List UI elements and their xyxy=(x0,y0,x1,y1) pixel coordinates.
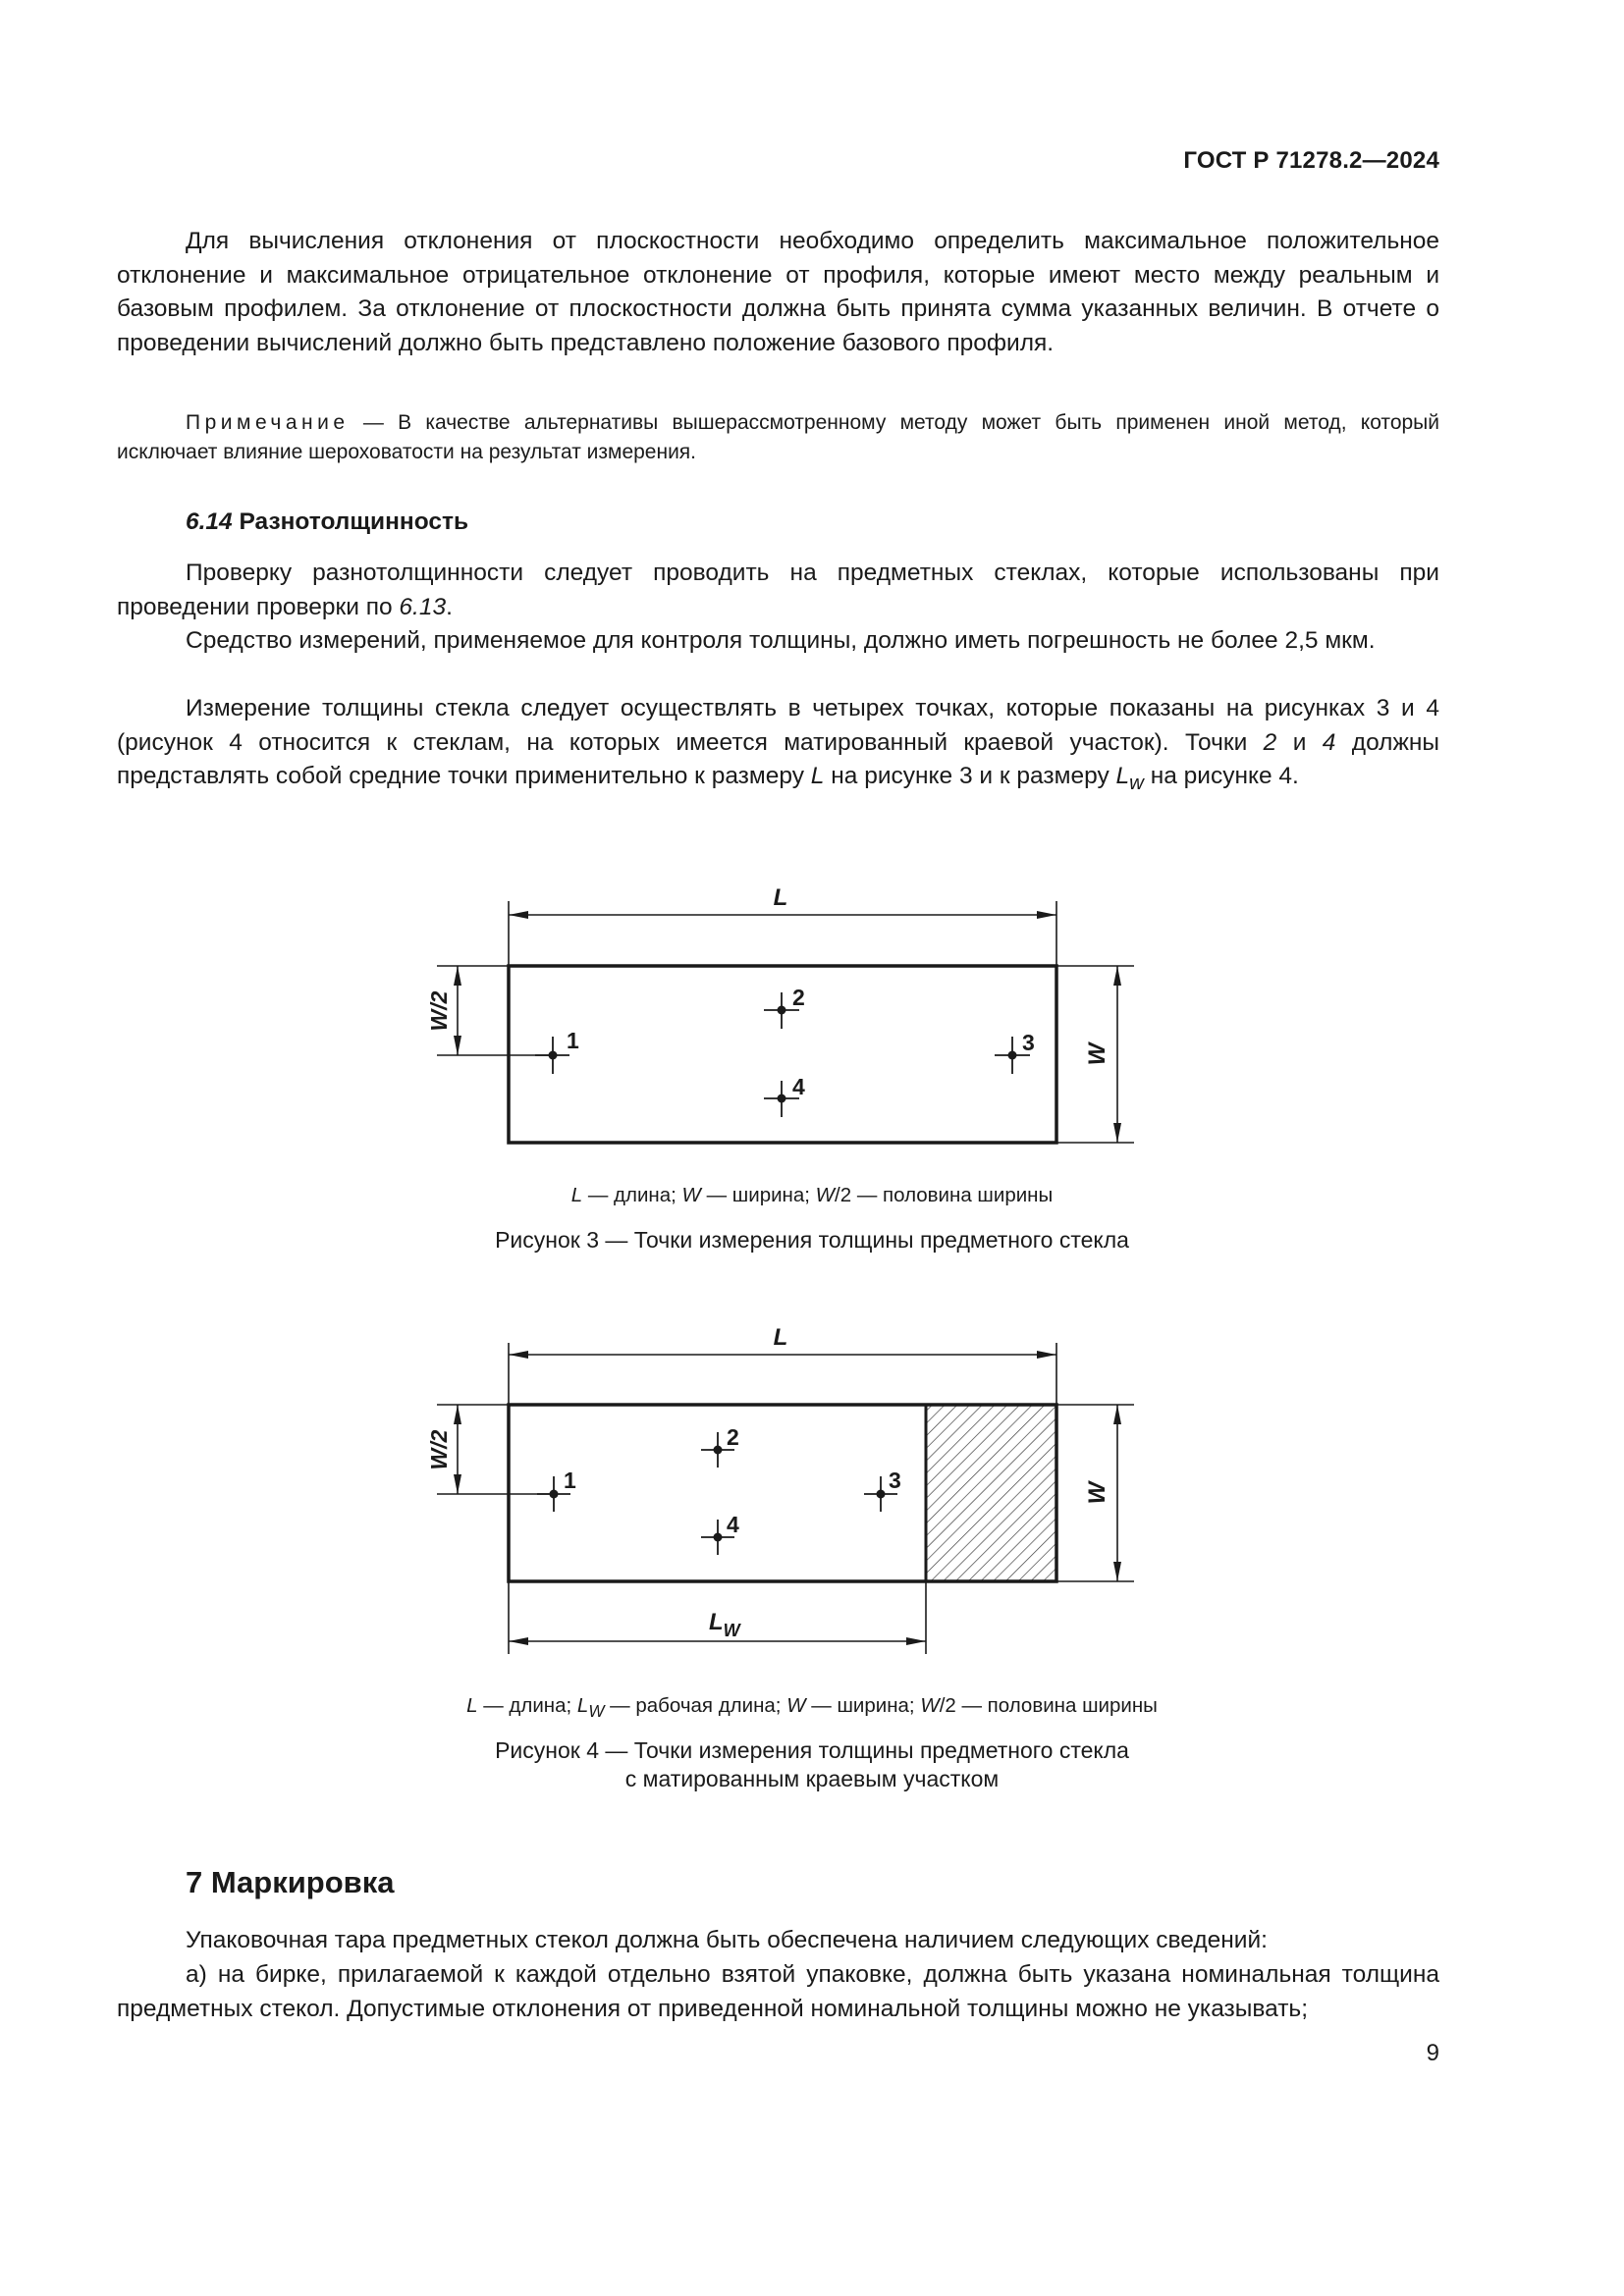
text-run: Измерение толщины стекла следует осуществлять в четырех точках, которые показаны на рисунках 3 и 4 (рисунок 4 относится к стеклам, на которых имеется матированный краевой участок). Точки xyxy=(117,695,1439,756)
dim-ref: L xyxy=(1115,763,1130,790)
figure-3-legend: L — длина; W — ширина; W/2 — половина ширины xyxy=(570,1184,1054,1206)
note-label: Примечание xyxy=(186,411,350,434)
paragraph-flatness: Для вычисления отклонения от плоскостности необходимо определить максимальное положительное отклонение и максимальное отрицательное отклонение от профиля, которые имеют место между реальным и базовым профилем. За отклонение от плоскостности должна быть принята сумма указанных величин. В отчете о проведении вычислений должно быть представлено положение базового профиля. xyxy=(117,228,1439,356)
label-W: W xyxy=(1084,1042,1110,1066)
text-run: Проверку разнотолщинности следует проводить на предметных стеклах, которые использованы при проведении проверки по xyxy=(117,560,1439,620)
label-Lw: $L_W$ xyxy=(709,1609,740,1640)
point-label-1: 1 xyxy=(567,1028,579,1053)
measurement-point-3 xyxy=(877,1490,886,1499)
text-run: . xyxy=(446,593,453,620)
measurement-point-4 xyxy=(714,1533,723,1542)
point-label-2: 2 xyxy=(792,985,805,1010)
label-W: W xyxy=(1084,1481,1110,1505)
dim-ref-sub: w xyxy=(1129,773,1144,795)
point-label-3: 3 xyxy=(889,1468,901,1493)
page-number: 9 xyxy=(1426,2040,1439,2066)
point-label-2: 2 xyxy=(727,1424,739,1450)
measurement-point-1 xyxy=(550,1490,559,1499)
section-number: 6.14 xyxy=(186,508,233,535)
note-text: — В качестве альтернативы вышерассмотренному методу может быть применен иной метод, который исключает влияние шероховатости на результат измерения. xyxy=(117,411,1439,463)
point-label-4: 4 xyxy=(792,1074,805,1099)
point-label-3: 3 xyxy=(1022,1030,1035,1055)
point-label-1: 1 xyxy=(564,1468,576,1493)
paragraph-measuring-tool: Средство измерений, применяемое для контроля толщины, должно иметь погрешность не более 2,5 мкм. xyxy=(186,627,1376,654)
figure-3-caption: Рисунок 3 — Точки измерения толщины предметного стекла xyxy=(495,1227,1129,1253)
text-run: на рисунке 3 и к размеру xyxy=(824,763,1116,790)
paragraph-packaging: Упаковочная тара предметных стекол должна быть обеспечена наличием следующих сведений: xyxy=(186,1927,1268,1953)
figure-4-legend: L — длина; $L_W$ — рабочая длина; W — ширина; W/2 — половина ширины xyxy=(466,1694,1158,1722)
document-id: ГОСТ Р 71278.2—2024 xyxy=(1183,147,1439,174)
point-ref: 4 xyxy=(1322,728,1336,756)
label-L: L xyxy=(773,884,788,911)
label-W2: W/2 xyxy=(426,1429,452,1470)
label-W2: W/2 xyxy=(426,990,452,1032)
point-label-4: 4 xyxy=(727,1512,739,1537)
figure-4-caption-line1: Рисунок 4 — Точки измерения толщины предметного стекла xyxy=(495,1737,1129,1763)
reference-6-13[interactable]: 6.13 xyxy=(399,593,447,620)
text-run: должны представлять собой средние точки применительно к размеру xyxy=(117,728,1439,790)
figure-4-caption-line2: с матированным краевым участком xyxy=(624,1766,1000,1791)
point-ref: 2 xyxy=(1263,728,1277,756)
text-run: на рисунке 4. xyxy=(1143,763,1299,790)
section-title: Разнотолщинность xyxy=(232,508,469,535)
list-item-a: а) на бирке, прилагаемой к каждой отдельно взятой упаковке, должна быть указана номинальная толщина предметных стекол. Допустимые отклонения от приведенной номинальной толщины можно не указывать; xyxy=(117,1961,1439,2022)
section-7-heading: 7 Маркировка xyxy=(186,1865,395,1899)
label-L: L xyxy=(773,1324,788,1351)
measurement-point-2 xyxy=(714,1446,723,1455)
text-run: и xyxy=(1276,728,1323,756)
frosted-edge-area xyxy=(926,1405,1056,1581)
dim-ref: L xyxy=(810,763,825,790)
